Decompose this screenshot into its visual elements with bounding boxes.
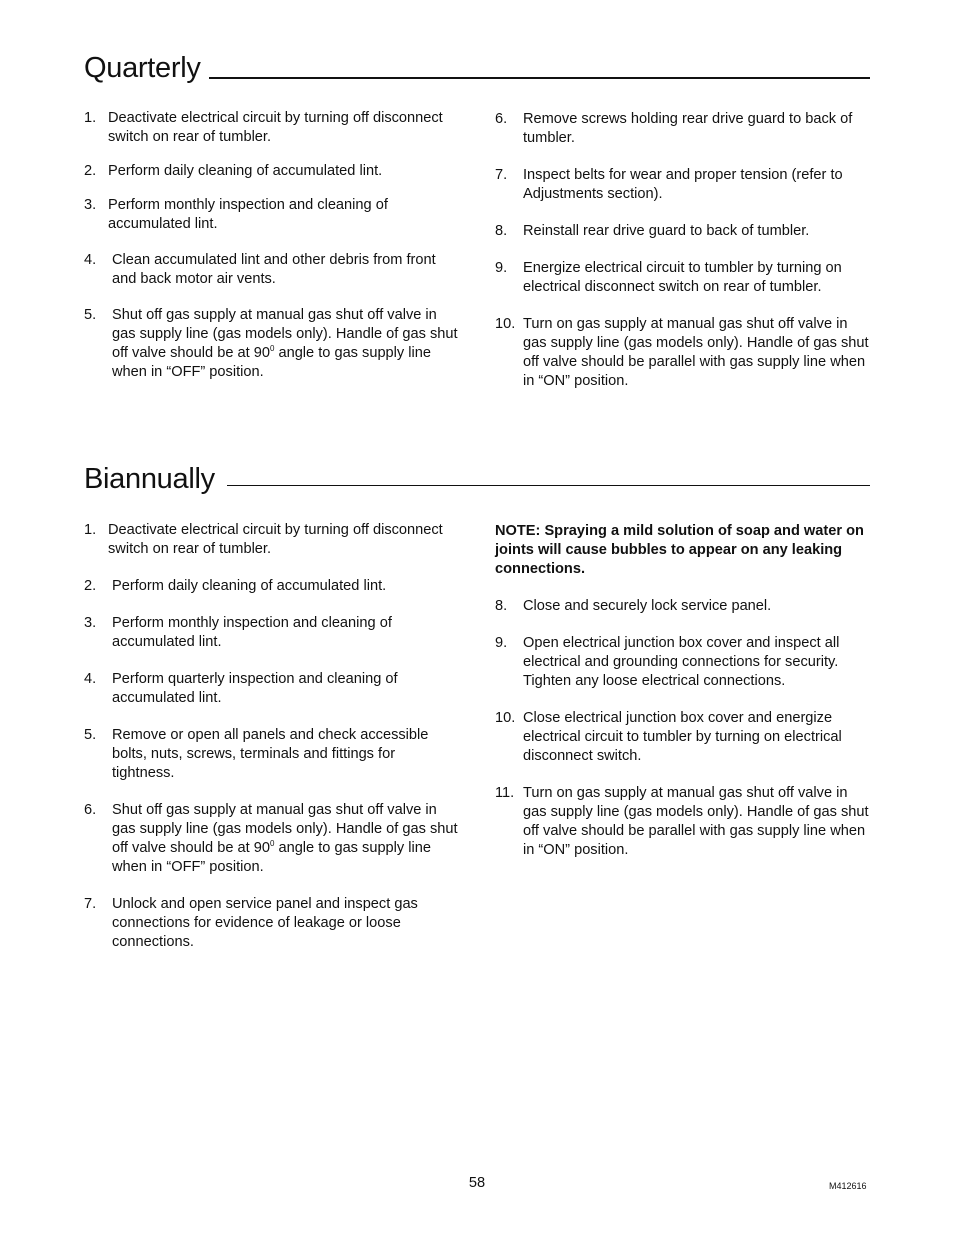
list-item	[495, 315, 870, 391]
item-number: 5.	[84, 307, 97, 323]
list-item	[495, 166, 870, 204]
item-number: 9.	[495, 260, 508, 276]
list-item	[84, 577, 459, 596]
list-item	[495, 597, 870, 616]
list-item	[495, 634, 870, 691]
item-number: 9.	[495, 635, 508, 651]
list-item	[495, 709, 870, 766]
item-text: Perform quarterly inspection and cleaning of accumulated lint.	[112, 671, 398, 706]
list-item	[495, 784, 870, 860]
biannually-rule	[227, 485, 870, 486]
item-text: Deactivate electrical circuit by turning off disconnect switch on rear of tumbler.	[108, 110, 443, 145]
list-item	[495, 222, 870, 241]
item-text-part: angle to gas supply line when in “OFF” position.	[112, 840, 431, 875]
item-number: 4.	[84, 252, 97, 268]
item-text: Perform daily cleaning of accumulated lint.	[112, 578, 387, 594]
item-text: Deactivate electrical circuit by turning off disconnect switch on rear of tumbler.	[108, 522, 443, 557]
list-item	[495, 259, 870, 297]
biannually-heading	[84, 465, 870, 494]
item-text: Remove or open all panels and check accessible bolts, nuts, screws, terminals and fittings for tightness.	[112, 727, 429, 781]
item-number: 7.	[84, 896, 97, 912]
item-text-part: Shut off gas supply at manual gas shut off valve in gas supply line (gas models only). Handle of gas shut off valve should be at 90	[112, 307, 458, 361]
item-text: Reinstall rear drive guard to back of tumbler.	[523, 223, 810, 239]
item-number: 1.	[84, 522, 97, 538]
item-number: 11.	[495, 785, 515, 801]
list-item	[84, 614, 459, 652]
item-number: 4.	[84, 671, 97, 687]
item-number: 5.	[84, 727, 97, 743]
item-text: Turn on gas supply at manual gas shut off valve in gas supply line (gas models only). Handle of gas shut off valve should be parallel with gas supply line when in “ON” position.	[523, 785, 869, 858]
item-text: Close electrical junction box cover and energize electrical circuit to tumbler by turning on electrical disconnect switch.	[523, 710, 842, 764]
quarterly-rule	[209, 77, 870, 79]
item-text: Perform monthly inspection and cleaning of accumulated lint.	[108, 197, 388, 232]
item-text: Close and securely lock service panel.	[523, 598, 772, 614]
biannually-left-list	[84, 521, 459, 952]
item-number: 3.	[84, 615, 97, 631]
list-item	[84, 162, 459, 181]
item-number: 6.	[84, 802, 97, 818]
item-text	[112, 306, 459, 382]
quarterly-left-list	[84, 109, 459, 382]
list-item	[84, 801, 459, 877]
item-number: 7.	[495, 167, 508, 183]
degree-superscript: 0	[269, 344, 275, 354]
list-item	[84, 109, 459, 147]
item-number: 10.	[495, 316, 516, 332]
list-item	[84, 251, 459, 289]
item-text: Clean accumulated lint and other debris from front and back motor air vents.	[112, 252, 436, 287]
item-number: 10.	[495, 710, 516, 726]
quarterly-heading	[84, 54, 870, 83]
item-text: Inspect belts for wear and proper tension (refer to Adjustments section).	[523, 167, 843, 202]
biannually-title: Biannually	[84, 463, 215, 495]
degree-superscript: 0	[269, 839, 275, 849]
list-item	[84, 306, 459, 382]
item-number: 2.	[84, 163, 97, 179]
document-code: M412616	[829, 1181, 867, 1191]
quarterly-title: Quarterly	[84, 52, 201, 84]
biannually-right-list	[495, 522, 870, 860]
list-item	[84, 196, 459, 234]
page-number: 58	[468, 1175, 486, 1191]
item-number: 1.	[84, 110, 97, 126]
item-text-part: Shut off gas supply at manual gas shut off valve in gas supply line (gas models only). Handle of gas shut off valve should be at 90	[112, 802, 458, 856]
item-text: Perform monthly inspection and cleaning of accumulated lint.	[112, 615, 392, 650]
note-text: NOTE: Spraying a mild solution of soap and water on joints will cause bubbles to appear on any leaking connections.	[495, 523, 864, 577]
item-number: 3.	[84, 197, 97, 213]
item-number: 6.	[495, 111, 508, 127]
list-item	[84, 670, 459, 708]
item-text: Unlock and open service panel and inspect gas connections for evidence of leakage or loose connections.	[112, 896, 418, 950]
item-text: Perform daily cleaning of accumulated lint.	[108, 163, 383, 179]
item-text: Open electrical junction box cover and inspect all electrical and grounding connections for security. Tighten any loose electrical connections.	[523, 635, 840, 689]
item-text-part: angle to gas supply line when in “OFF” position.	[112, 345, 431, 380]
item-number: 8.	[495, 598, 508, 614]
quarterly-right-list	[495, 110, 870, 391]
item-text: Energize electrical circuit to tumbler by turning on electrical disconnect switch on rear of tumbler.	[523, 260, 842, 295]
item-text	[112, 801, 459, 877]
list-item	[495, 110, 870, 148]
item-text: Remove screws holding rear drive guard to back of tumbler.	[523, 111, 853, 146]
item-number: 2.	[84, 578, 97, 594]
list-item	[84, 726, 459, 783]
item-number: 8.	[495, 223, 508, 239]
list-item	[84, 521, 459, 559]
list-item	[84, 895, 459, 952]
item-text: Turn on gas supply at manual gas shut off valve in gas supply line (gas models only). Handle of gas shut off valve should be parallel with gas supply line when in “ON” position.	[523, 316, 869, 389]
